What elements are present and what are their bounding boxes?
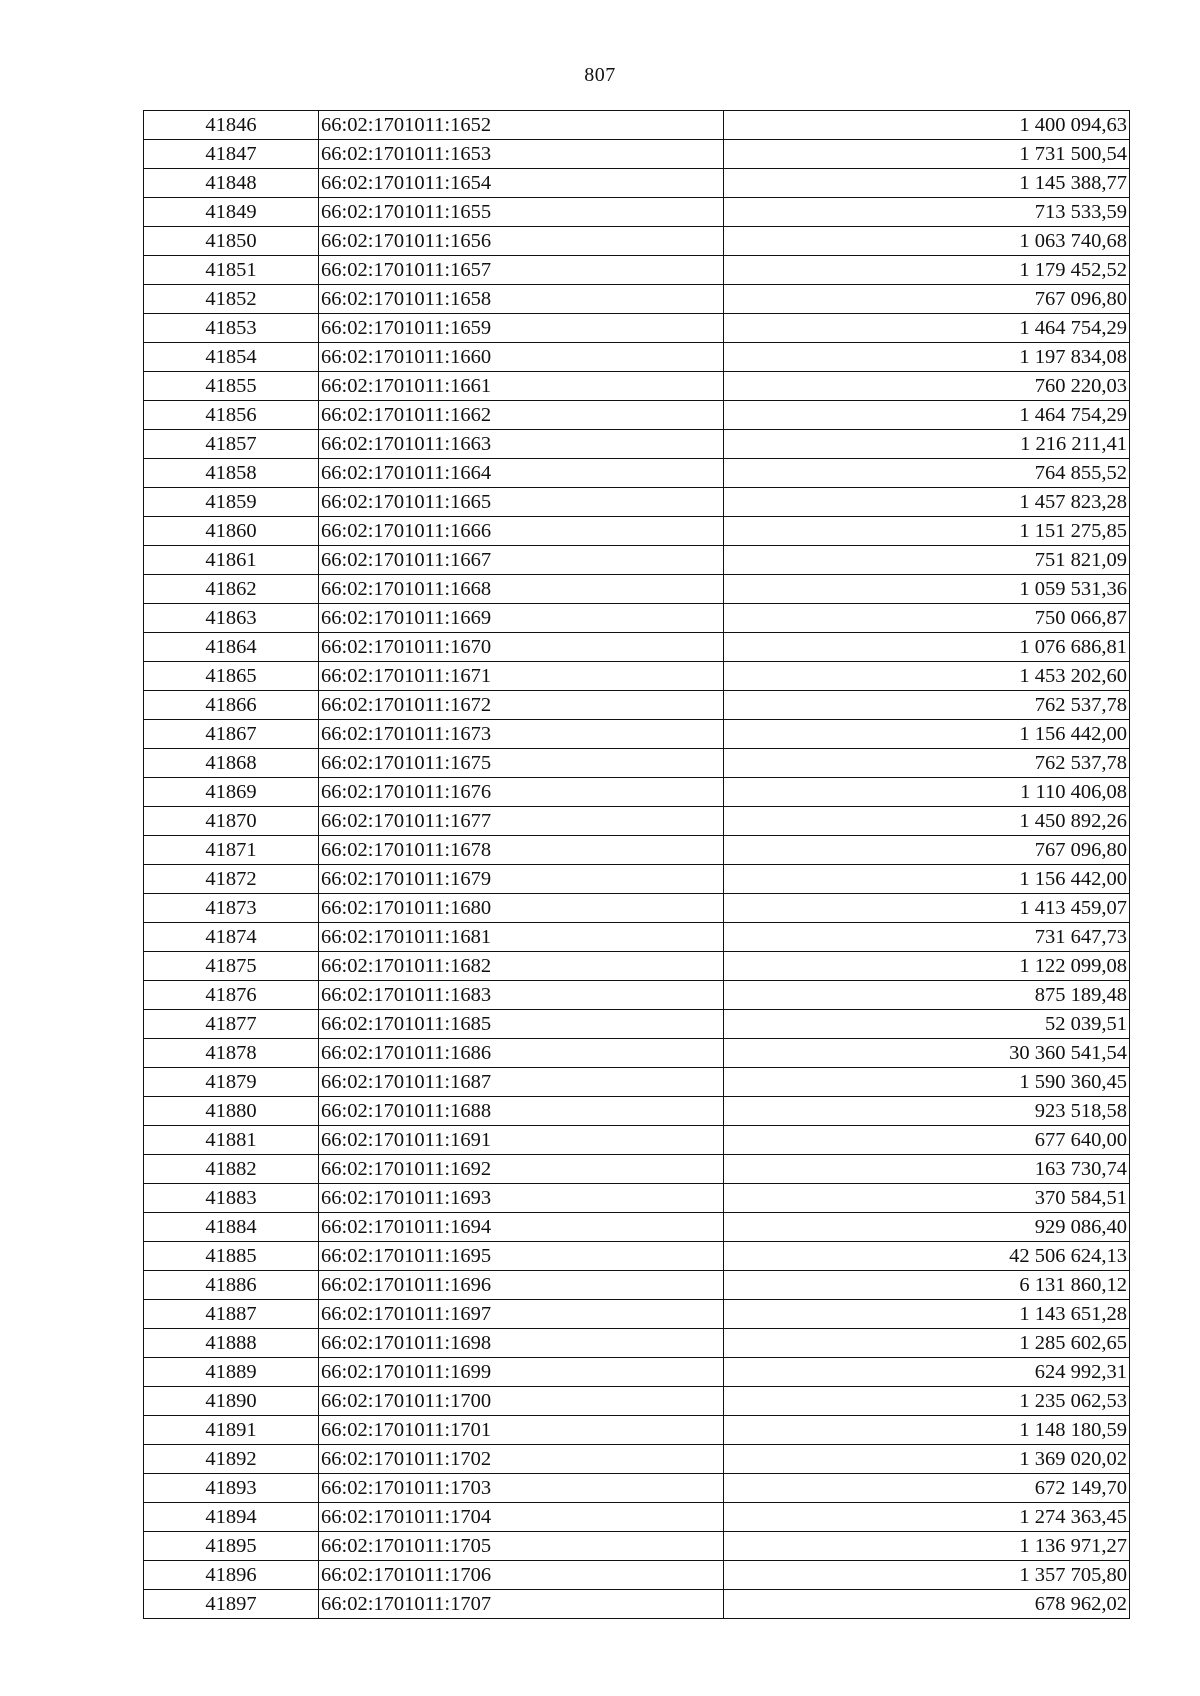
cadastral-number-cell: 66:02:1701011:1672 bbox=[319, 691, 724, 720]
table-row bbox=[144, 1155, 1130, 1184]
cadastral-value-cell: 751 821,09 bbox=[724, 546, 1130, 575]
cadastral-number-cell: 66:02:1701011:1683 bbox=[319, 981, 724, 1010]
row-number-cell: 41846 bbox=[144, 111, 319, 140]
cadastral-number-cell: 66:02:1701011:1696 bbox=[319, 1271, 724, 1300]
cadastral-value-cell: 163 730,74 bbox=[724, 1155, 1130, 1184]
cadastral-number-cell: 66:02:1701011:1688 bbox=[319, 1097, 724, 1126]
cadastral-value-cell: 1 274 363,45 bbox=[724, 1503, 1130, 1532]
cadastral-value-cell: 1 063 740,68 bbox=[724, 227, 1130, 256]
row-number-cell: 41868 bbox=[144, 749, 319, 778]
table-row bbox=[144, 227, 1130, 256]
row-number-cell: 41858 bbox=[144, 459, 319, 488]
table-row bbox=[144, 1271, 1130, 1300]
cadastral-number-cell: 66:02:1701011:1668 bbox=[319, 575, 724, 604]
cadastral-number-cell: 66:02:1701011:1666 bbox=[319, 517, 724, 546]
cadastral-value-cell: 750 066,87 bbox=[724, 604, 1130, 633]
table-row bbox=[144, 1068, 1130, 1097]
cadastral-value-cell: 678 962,02 bbox=[724, 1590, 1130, 1619]
row-number-cell: 41887 bbox=[144, 1300, 319, 1329]
table-row bbox=[144, 1184, 1130, 1213]
cadastral-number-cell: 66:02:1701011:1693 bbox=[319, 1184, 724, 1213]
row-number-cell: 41851 bbox=[144, 256, 319, 285]
table-row bbox=[144, 749, 1130, 778]
cadastral-value-cell: 1 369 020,02 bbox=[724, 1445, 1130, 1474]
table-row bbox=[144, 575, 1130, 604]
cadastral-value-cell: 929 086,40 bbox=[724, 1213, 1130, 1242]
row-number-cell: 41877 bbox=[144, 1010, 319, 1039]
row-number-cell: 41850 bbox=[144, 227, 319, 256]
cadastral-number-cell: 66:02:1701011:1692 bbox=[319, 1155, 724, 1184]
cadastral-number-cell: 66:02:1701011:1657 bbox=[319, 256, 724, 285]
cadastral-number-cell: 66:02:1701011:1704 bbox=[319, 1503, 724, 1532]
cadastral-number-cell: 66:02:1701011:1654 bbox=[319, 169, 724, 198]
cadastral-number-cell: 66:02:1701011:1700 bbox=[319, 1387, 724, 1416]
row-number-cell: 41884 bbox=[144, 1213, 319, 1242]
row-number-cell: 41848 bbox=[144, 169, 319, 198]
cadastral-number-cell: 66:02:1701011:1659 bbox=[319, 314, 724, 343]
cadastral-value-cell: 764 855,52 bbox=[724, 459, 1130, 488]
table-row bbox=[144, 923, 1130, 952]
row-number-cell: 41871 bbox=[144, 836, 319, 865]
table-row bbox=[144, 1474, 1130, 1503]
table-row bbox=[144, 1126, 1130, 1155]
cadastral-value-cell: 1 136 971,27 bbox=[724, 1532, 1130, 1561]
cadastral-number-cell: 66:02:1701011:1671 bbox=[319, 662, 724, 691]
table-row bbox=[144, 372, 1130, 401]
cadastral-value-cell: 1 145 388,77 bbox=[724, 169, 1130, 198]
table-row bbox=[144, 1010, 1130, 1039]
row-number-cell: 41889 bbox=[144, 1358, 319, 1387]
row-number-cell: 41876 bbox=[144, 981, 319, 1010]
row-number-cell: 41891 bbox=[144, 1416, 319, 1445]
cadastral-number-cell: 66:02:1701011:1661 bbox=[319, 372, 724, 401]
row-number-cell: 41896 bbox=[144, 1561, 319, 1590]
table-row bbox=[144, 1416, 1130, 1445]
row-number-cell: 41885 bbox=[144, 1242, 319, 1271]
cadastral-number-cell: 66:02:1701011:1705 bbox=[319, 1532, 724, 1561]
cadastral-number-cell: 66:02:1701011:1695 bbox=[319, 1242, 724, 1271]
table-body bbox=[144, 111, 1130, 1619]
row-number-cell: 41890 bbox=[144, 1387, 319, 1416]
cadastral-value-cell: 1 151 275,85 bbox=[724, 517, 1130, 546]
table-row bbox=[144, 1532, 1130, 1561]
table-row bbox=[144, 198, 1130, 227]
table-row bbox=[144, 343, 1130, 372]
row-number-cell: 41874 bbox=[144, 923, 319, 952]
table-row bbox=[144, 1503, 1130, 1532]
cadastral-value-cell: 1 122 099,08 bbox=[724, 952, 1130, 981]
cadastral-value-cell: 1 197 834,08 bbox=[724, 343, 1130, 372]
table-row bbox=[144, 314, 1130, 343]
cadastral-value-cell: 1 450 892,26 bbox=[724, 807, 1130, 836]
table-row bbox=[144, 662, 1130, 691]
table-row bbox=[144, 111, 1130, 140]
cadastral-value-cell: 370 584,51 bbox=[724, 1184, 1130, 1213]
cadastral-value-cell: 760 220,03 bbox=[724, 372, 1130, 401]
row-number-cell: 41857 bbox=[144, 430, 319, 459]
cadastral-number-cell: 66:02:1701011:1662 bbox=[319, 401, 724, 430]
cadastral-number-cell: 66:02:1701011:1694 bbox=[319, 1213, 724, 1242]
row-number-cell: 41880 bbox=[144, 1097, 319, 1126]
cadastral-value-cell: 1 400 094,63 bbox=[724, 111, 1130, 140]
table-row bbox=[144, 720, 1130, 749]
cadastral-value-cell: 1 156 442,00 bbox=[724, 865, 1130, 894]
cadastral-value-table bbox=[143, 110, 1130, 1619]
table-row bbox=[144, 1213, 1130, 1242]
cadastral-number-cell: 66:02:1701011:1676 bbox=[319, 778, 724, 807]
row-number-cell: 41875 bbox=[144, 952, 319, 981]
cadastral-value-cell: 1 285 602,65 bbox=[724, 1329, 1130, 1358]
cadastral-value-cell: 42 506 624,13 bbox=[724, 1242, 1130, 1271]
cadastral-value-cell: 1 110 406,08 bbox=[724, 778, 1130, 807]
cadastral-number-cell: 66:02:1701011:1699 bbox=[319, 1358, 724, 1387]
row-number-cell: 41886 bbox=[144, 1271, 319, 1300]
row-number-cell: 41853 bbox=[144, 314, 319, 343]
table-row bbox=[144, 401, 1130, 430]
row-number-cell: 41881 bbox=[144, 1126, 319, 1155]
cadastral-value-cell: 923 518,58 bbox=[724, 1097, 1130, 1126]
cadastral-number-cell: 66:02:1701011:1658 bbox=[319, 285, 724, 314]
cadastral-number-cell: 66:02:1701011:1652 bbox=[319, 111, 724, 140]
row-number-cell: 41870 bbox=[144, 807, 319, 836]
table-row bbox=[144, 430, 1130, 459]
cadastral-value-cell: 1 590 360,45 bbox=[724, 1068, 1130, 1097]
cadastral-value-cell: 713 533,59 bbox=[724, 198, 1130, 227]
cadastral-number-cell: 66:02:1701011:1660 bbox=[319, 343, 724, 372]
row-number-cell: 41869 bbox=[144, 778, 319, 807]
table-row bbox=[144, 488, 1130, 517]
cadastral-value-cell: 1 179 452,52 bbox=[724, 256, 1130, 285]
row-number-cell: 41882 bbox=[144, 1155, 319, 1184]
cadastral-number-cell: 66:02:1701011:1677 bbox=[319, 807, 724, 836]
cadastral-number-cell: 66:02:1701011:1685 bbox=[319, 1010, 724, 1039]
cadastral-number-cell: 66:02:1701011:1655 bbox=[319, 198, 724, 227]
table-row bbox=[144, 546, 1130, 575]
cadastral-value-cell: 1 453 202,60 bbox=[724, 662, 1130, 691]
cadastral-value-cell: 767 096,80 bbox=[724, 285, 1130, 314]
row-number-cell: 41855 bbox=[144, 372, 319, 401]
table-row bbox=[144, 778, 1130, 807]
cadastral-number-cell: 66:02:1701011:1691 bbox=[319, 1126, 724, 1155]
cadastral-number-cell: 66:02:1701011:1706 bbox=[319, 1561, 724, 1590]
cadastral-value-cell: 1 235 062,53 bbox=[724, 1387, 1130, 1416]
cadastral-value-cell: 1 216 211,41 bbox=[724, 430, 1130, 459]
table-row bbox=[144, 604, 1130, 633]
cadastral-value-cell: 767 096,80 bbox=[724, 836, 1130, 865]
cadastral-number-cell: 66:02:1701011:1707 bbox=[319, 1590, 724, 1619]
table-row bbox=[144, 1300, 1130, 1329]
row-number-cell: 41860 bbox=[144, 517, 319, 546]
cadastral-number-cell: 66:02:1701011:1698 bbox=[319, 1329, 724, 1358]
table-row bbox=[144, 1242, 1130, 1271]
table-row bbox=[144, 1039, 1130, 1068]
row-number-cell: 41859 bbox=[144, 488, 319, 517]
table-row bbox=[144, 1590, 1130, 1619]
row-number-cell: 41854 bbox=[144, 343, 319, 372]
cadastral-value-cell: 1 143 651,28 bbox=[724, 1300, 1130, 1329]
cadastral-number-cell: 66:02:1701011:1669 bbox=[319, 604, 724, 633]
table-row bbox=[144, 894, 1130, 923]
cadastral-number-cell: 66:02:1701011:1681 bbox=[319, 923, 724, 952]
table-row bbox=[144, 865, 1130, 894]
table-row bbox=[144, 1387, 1130, 1416]
cadastral-value-cell: 52 039,51 bbox=[724, 1010, 1130, 1039]
cadastral-value-cell: 1 076 686,81 bbox=[724, 633, 1130, 662]
cadastral-number-cell: 66:02:1701011:1670 bbox=[319, 633, 724, 662]
cadastral-number-cell: 66:02:1701011:1686 bbox=[319, 1039, 724, 1068]
table-row bbox=[144, 1358, 1130, 1387]
row-number-cell: 41864 bbox=[144, 633, 319, 662]
table-row bbox=[144, 633, 1130, 662]
table-row bbox=[144, 285, 1130, 314]
row-number-cell: 41856 bbox=[144, 401, 319, 430]
cadastral-value-cell: 1 148 180,59 bbox=[724, 1416, 1130, 1445]
cadastral-value-cell: 677 640,00 bbox=[724, 1126, 1130, 1155]
row-number-cell: 41895 bbox=[144, 1532, 319, 1561]
row-number-cell: 41872 bbox=[144, 865, 319, 894]
cadastral-value-cell: 1 457 823,28 bbox=[724, 488, 1130, 517]
cadastral-value-cell: 1 413 459,07 bbox=[724, 894, 1130, 923]
row-number-cell: 41847 bbox=[144, 140, 319, 169]
cadastral-number-cell: 66:02:1701011:1663 bbox=[319, 430, 724, 459]
cadastral-value-cell: 1 464 754,29 bbox=[724, 401, 1130, 430]
cadastral-value-cell: 1 059 531,36 bbox=[724, 575, 1130, 604]
row-number-cell: 41861 bbox=[144, 546, 319, 575]
cadastral-number-cell: 66:02:1701011:1673 bbox=[319, 720, 724, 749]
cadastral-value-cell: 875 189,48 bbox=[724, 981, 1130, 1010]
row-number-cell: 41866 bbox=[144, 691, 319, 720]
cadastral-number-cell: 66:02:1701011:1656 bbox=[319, 227, 724, 256]
row-number-cell: 41894 bbox=[144, 1503, 319, 1532]
table-row bbox=[144, 807, 1130, 836]
row-number-cell: 41862 bbox=[144, 575, 319, 604]
row-number-cell: 41863 bbox=[144, 604, 319, 633]
cadastral-number-cell: 66:02:1701011:1687 bbox=[319, 1068, 724, 1097]
cadastral-number-cell: 66:02:1701011:1665 bbox=[319, 488, 724, 517]
row-number-cell: 41897 bbox=[144, 1590, 319, 1619]
cadastral-number-cell: 66:02:1701011:1678 bbox=[319, 836, 724, 865]
cadastral-number-cell: 66:02:1701011:1702 bbox=[319, 1445, 724, 1474]
row-number-cell: 41878 bbox=[144, 1039, 319, 1068]
cadastral-value-cell: 762 537,78 bbox=[724, 749, 1130, 778]
row-number-cell: 41879 bbox=[144, 1068, 319, 1097]
cadastral-number-cell: 66:02:1701011:1697 bbox=[319, 1300, 724, 1329]
cadastral-number-cell: 66:02:1701011:1667 bbox=[319, 546, 724, 575]
table-row bbox=[144, 952, 1130, 981]
cadastral-value-cell: 1 156 442,00 bbox=[724, 720, 1130, 749]
cadastral-value-cell: 1 357 705,80 bbox=[724, 1561, 1130, 1590]
row-number-cell: 41849 bbox=[144, 198, 319, 227]
cadastral-value-cell: 1 464 754,29 bbox=[724, 314, 1130, 343]
table-row bbox=[144, 517, 1130, 546]
cadastral-value-cell: 762 537,78 bbox=[724, 691, 1130, 720]
table-row bbox=[144, 1097, 1130, 1126]
row-number-cell: 41873 bbox=[144, 894, 319, 923]
cadastral-number-cell: 66:02:1701011:1701 bbox=[319, 1416, 724, 1445]
cadastral-number-cell: 66:02:1701011:1664 bbox=[319, 459, 724, 488]
cadastral-number-cell: 66:02:1701011:1653 bbox=[319, 140, 724, 169]
cadastral-value-cell: 672 149,70 bbox=[724, 1474, 1130, 1503]
cadastral-number-cell: 66:02:1701011:1703 bbox=[319, 1474, 724, 1503]
row-number-cell: 41865 bbox=[144, 662, 319, 691]
table-row bbox=[144, 691, 1130, 720]
cadastral-number-cell: 66:02:1701011:1679 bbox=[319, 865, 724, 894]
table-row bbox=[144, 256, 1130, 285]
table-row bbox=[144, 459, 1130, 488]
cadastral-number-cell: 66:02:1701011:1680 bbox=[319, 894, 724, 923]
cadastral-value-cell: 30 360 541,54 bbox=[724, 1039, 1130, 1068]
cadastral-number-cell: 66:02:1701011:1682 bbox=[319, 952, 724, 981]
table-row bbox=[144, 836, 1130, 865]
table-row bbox=[144, 1329, 1130, 1358]
row-number-cell: 41892 bbox=[144, 1445, 319, 1474]
table-row bbox=[144, 1561, 1130, 1590]
row-number-cell: 41888 bbox=[144, 1329, 319, 1358]
row-number-cell: 41893 bbox=[144, 1474, 319, 1503]
cadastral-value-cell: 624 992,31 bbox=[724, 1358, 1130, 1387]
table-row bbox=[144, 169, 1130, 198]
cadastral-number-cell: 66:02:1701011:1675 bbox=[319, 749, 724, 778]
cadastral-value-cell: 731 647,73 bbox=[724, 923, 1130, 952]
page-number: 807 bbox=[584, 64, 616, 86]
table-row bbox=[144, 140, 1130, 169]
row-number-cell: 41852 bbox=[144, 285, 319, 314]
table-row bbox=[144, 1445, 1130, 1474]
row-number-cell: 41883 bbox=[144, 1184, 319, 1213]
cadastral-value-cell: 1 731 500,54 bbox=[724, 140, 1130, 169]
cadastral-value-cell: 6 131 860,12 bbox=[724, 1271, 1130, 1300]
row-number-cell: 41867 bbox=[144, 720, 319, 749]
table-row bbox=[144, 981, 1130, 1010]
